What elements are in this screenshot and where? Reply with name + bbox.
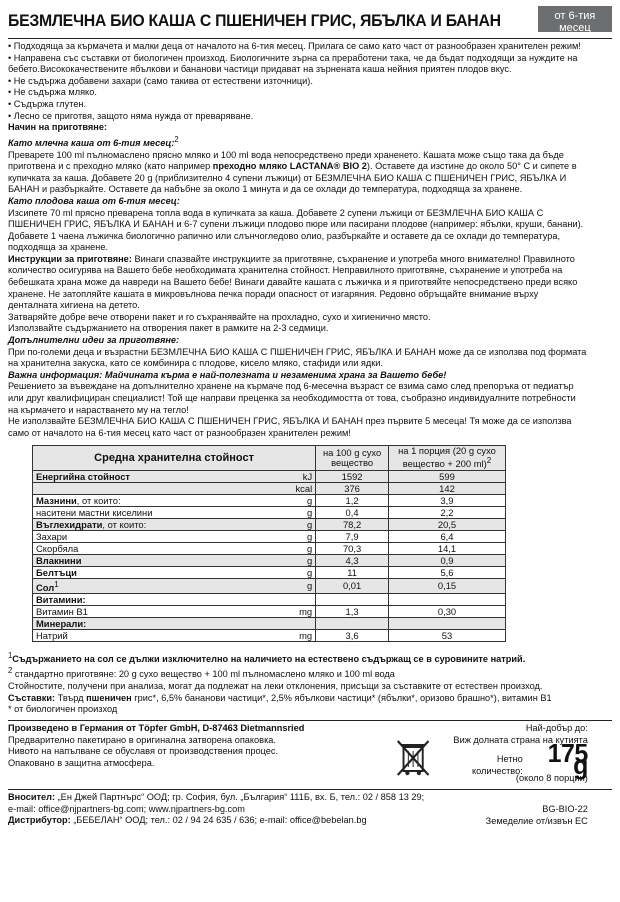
distributor: Дистрибутор: „БЕБЕЛАН“ ООД; тел.: 02 / 94 24 635 / 636; e-mail: office@bebelan.bg <box>8 815 367 827</box>
age-line-1: от 6-тия <box>554 10 596 22</box>
storage-2: Използвайте съдържанието на отворения пакет в рамките на 2-3 седмици. <box>8 323 329 335</box>
nutrient-name: Белтъци <box>33 566 293 578</box>
footer-rule <box>8 720 612 721</box>
producer: Произведено в Германия от Töpfer GmbH, D-87463 Dietmannsried <box>8 722 305 734</box>
note-salt: $^1$Съдържанието на сол се дължи изключително на наличието на естествено съдържащ се в суровините натрий. <box>8 650 526 665</box>
value-portion: 5,6 <box>389 566 506 578</box>
nutrient-unit: mg <box>292 629 315 641</box>
cert-code: BG-BIO-22 <box>542 803 588 815</box>
contacts-right <box>486 792 588 827</box>
important-heading: Важна информация: Майчината кърма е най-полезната и незаменима храна за Вашето бебе! <box>8 369 447 381</box>
importer-web: e-mail: office@njpartners-bg.com; www.njpartners-bg.com <box>8 803 245 815</box>
nutrient-name: Въглехидрати, от които: <box>33 518 293 530</box>
feature-item: • Не съдържа мляко. <box>8 87 97 99</box>
header <box>8 4 612 38</box>
nutrient-unit: kcal <box>292 482 315 494</box>
nutrient-unit: g <box>292 566 315 578</box>
ingredients: Съставки: Твърд пшеничен грис*, 6,5% бананови частици*, 2,5% ябълкови частици* (ябълки*, оризово брашно*), витамин B1 <box>8 692 552 704</box>
milk-heading: Като млечна каша от 6-тия месец:$^2$ <box>8 134 179 149</box>
value-100g: 11 <box>316 566 389 578</box>
fruit-heading: Като плодова каша от 6-тия месец: <box>8 195 180 207</box>
nutrition-row <box>33 482 506 494</box>
value-portion: 3,9 <box>389 494 506 506</box>
value-100g: 7,9 <box>316 530 389 542</box>
feature-item: • Не съдържа добавени захари (само такива от естествени източници). <box>8 75 313 87</box>
weight-block <box>444 723 588 785</box>
pack-3: Опаковано в защитна атмосфера. <box>8 757 155 769</box>
title-rule <box>8 38 612 39</box>
note-values: Стойностите, получени при анализа, могат да подлежат на леки отклонения, присъщи за съставките от естествен произход. <box>8 681 543 693</box>
organic-note: * от биологичен произход <box>8 704 118 716</box>
nutrient-name: Витамини: <box>33 593 293 605</box>
fruit-text: Изсипете 70 ml прясно преварена топла вода в купичката за каша. Добавете 2 супени лъжици от БЕЗМЛЕЧНА БИО КАША С ПШЕНИЧЕН ГРИС, ЯБЪЛКА И БАНАН и 6-7 супени лъжици плодово пюре или пасирани плодове (например: ябълки, круши, банани). Добавете 1 чаена лъжичка биологично рапично или слънчогледово олио, разбъркайте и оставете да се охлади до температура, подходяща за хранене. <box>8 207 584 254</box>
prep-heading: Начин на приготвяне: <box>8 122 108 134</box>
value-100g: 1,3 <box>316 605 389 617</box>
nutrient-unit: g <box>292 506 315 518</box>
age-line-2: месец <box>559 22 591 34</box>
nutrition-body <box>33 470 506 641</box>
value-100g <box>316 593 389 605</box>
pack-2: Нивото на напълване се обуславя от производствения процес. <box>8 746 279 758</box>
value-100g: 3,6 <box>316 629 389 641</box>
description <box>8 41 588 439</box>
nutrition-row <box>33 470 506 482</box>
note-standard: $^2$ стандартно приготвяне: 20 g сухо вещество + 100 ml пълномаслено мляко и 100 ml вода <box>8 666 395 681</box>
nutrient-unit: g <box>292 530 315 542</box>
important-text: Решението за въвеждане на допълнително хранене на кърмаче под 6-месечна възраст се взима само след препоръка от педиатър или друг квалифициран специалист! Той ще направи преценка за необходимостта от това, съобразно индивидуалните потребности на кърмачето и нарастването му на тегло! <box>8 381 576 416</box>
value-100g: 376 <box>316 482 389 494</box>
nutrient-name: Сол1 <box>33 578 293 593</box>
nutrition-row <box>33 530 506 542</box>
value-portion <box>389 617 506 629</box>
nutrition-row <box>33 566 506 578</box>
nutrition-header-portion: на 1 порция (20 g сухо вещество + 200 ml)2 <box>389 446 506 470</box>
feature-item: • Направена със съставки от биологичен произход. Биологичните зърна са преработени така, че да бъдат подходящи за нуждите на бебето.Висококачествените ябълкови и бананови частици придават на зърнената каша нейния приятен плодов вкус. <box>8 52 578 76</box>
ideas-heading: Допълнителни идеи за приготвяне: <box>8 335 180 347</box>
value-portion: 599 <box>389 470 506 482</box>
nutrient-name: Скорбяла <box>33 542 293 554</box>
value-portion: 6,4 <box>389 530 506 542</box>
nutrition-row <box>33 542 506 554</box>
nutrition-table <box>32 445 506 641</box>
value-portion: 142 <box>389 482 506 494</box>
instructions: Инструкции за приготвяне: Винаги спазвайте инструкциите за приготвяне, съхранение и употреба много внимателно! Правилното количество осигурява на Вашето бебе необходимата хранителна стойност. Неправилното приготвяне, съхранение и употреба на бебешката храна може да навреди на Вашето бебе! Винаги давайте кашата с лъжичка и я приготвяйте непосредствено преди всяко хранене. Не затопляйте кашата в микровълнова печка поради опасност от изгаряния. Редовно обръщайте внимание върху денталната хигиена на детето. <box>8 253 578 312</box>
nutrient-name: наситени мастни киселини <box>33 506 293 518</box>
value-100g: 4,3 <box>316 554 389 566</box>
ideas-text: При по-големи деца и възрастни БЕЗМЛЕЧНА БИО КАША С ПШЕНИЧЕН ГРИС, ЯБЪЛКА И БАНАН може да се използва под формата на хранителна закуска, като се комбинира с плодове, кисело мляко, стафиди или ядки. <box>8 346 587 370</box>
nutrient-unit: mg <box>292 605 315 617</box>
footer-info <box>8 723 588 785</box>
value-100g: 78,2 <box>316 518 389 530</box>
nutrient-name: Захари <box>33 530 293 542</box>
nutrient-name: Влакнини <box>33 554 293 566</box>
nutrition-row <box>33 554 506 566</box>
value-100g: 0,4 <box>316 506 389 518</box>
nutrient-name: Витамин B1 <box>33 605 293 617</box>
nutrition-row <box>33 605 506 617</box>
bin-icon <box>393 737 431 785</box>
nutrient-name: Енергийна стойност <box>33 470 293 482</box>
producer-block <box>8 723 387 785</box>
nutrient-unit: g <box>292 578 315 593</box>
nutrition-row <box>33 518 506 530</box>
nutrient-name <box>33 482 293 494</box>
contact-rule <box>8 789 612 790</box>
product-title: БЕЗМЛЕЧНА БИО КАША С ПШЕНИЧЕН ГРИС, ЯБЪЛКА И БАНАН <box>8 11 501 30</box>
nutrition-row <box>33 494 506 506</box>
nutrient-name: Минерали: <box>33 617 293 629</box>
nutrient-name: Натрий <box>33 629 293 641</box>
nutrient-unit: g <box>292 554 315 566</box>
milk-text: Преварете 100 ml пълномаслено прясно мляко и 100 ml вода непосредствено преди храненето. Кашата може също така да бъде приготвена и с преходно мляко (като например преходно мляко LACTANA® BIO 2). Оставете да изстине до около 50° С и сипете в купичката за каша. Добавете 20 g (приблизително 4 супени лъжици) от БЕЗМЛЕЧНА БИО КАША С ПШЕНИЧЕН ГРИС, ЯБЪЛКА И БАНАН и разбъркайте. Оставете да набъбне за около 1 минута и да се охлади до температура, подходяща за хранене. <box>8 149 577 196</box>
nutrition-row <box>33 629 506 641</box>
portions: (около 8 порции) <box>515 773 588 785</box>
value-100g: 1592 <box>316 470 389 482</box>
value-portion: 0,30 <box>389 605 506 617</box>
nutrient-unit: g <box>292 542 315 554</box>
value-100g: 0,01 <box>316 578 389 593</box>
nutrient-unit <box>292 593 315 605</box>
net-weight: 175 g <box>547 738 588 780</box>
see-below: Виж долната страна на кутията <box>453 734 588 746</box>
nutrient-unit <box>292 617 315 629</box>
pack-1: Предварително пакетирано в оригинална затворена опаковка. <box>8 734 276 746</box>
nutrition-row <box>33 506 506 518</box>
feature-list <box>8 41 588 122</box>
value-portion: 20,5 <box>389 518 506 530</box>
value-100g: 70,3 <box>316 542 389 554</box>
value-portion: 0,9 <box>389 554 506 566</box>
origin: Земеделие от/извън ЕС <box>485 815 588 827</box>
best-before: Най-добър до: <box>525 722 588 734</box>
nutrition-header-main: Средна хранителна стойност <box>33 446 316 470</box>
nutrition-row <box>33 617 506 629</box>
value-portion: 14,1 <box>389 542 506 554</box>
nutrient-unit: g <box>292 518 315 530</box>
nutrient-unit: g <box>292 494 315 506</box>
value-portion: 0,15 <box>389 578 506 593</box>
feature-item: • Съдържа глутен. <box>8 98 87 110</box>
nutrition-header-100g: на 100 g сухо вещество <box>316 446 389 470</box>
feature-item: • Подходяща за кърмачета и малки деца от началото на 6-тия месец. Прилага се само като част от разнообразен хранителен режим! <box>8 41 581 52</box>
nutrient-unit: kJ <box>292 470 315 482</box>
contacts-left <box>8 792 424 827</box>
value-100g <box>316 617 389 629</box>
value-portion: 53 <box>389 629 506 641</box>
value-portion: 2,2 <box>389 506 506 518</box>
label-page <box>0 4 620 902</box>
value-100g: 1,2 <box>316 494 389 506</box>
age-badge <box>538 6 612 32</box>
notes <box>8 650 588 716</box>
importer: Вносител: „Ен Джей Партнърс“ ООД; гр. София, бул. „България“ 111Б, вх. Б, тел.: 02 / 858 13 29; <box>8 791 425 803</box>
nutrition-row <box>33 578 506 593</box>
warning-text: Не използвайте БЕЗМЛЕЧНА БИО КАША С ПШЕНИЧЕН ГРИС, ЯБЪЛКА И БАНАН през първите 5 месеца! Тя може да се използва само от началото на 6-тия месец като част от разнообразен хранителен режим! <box>8 416 572 439</box>
contacts <box>8 792 588 827</box>
net-label: Нетно количество: <box>471 754 523 777</box>
storage-1: Затваряйте добре вече отворени пакет и го съхранявайте на прохладно, сухо и хигиенично място. <box>8 311 431 323</box>
nutrition-row <box>33 593 506 605</box>
feature-item: • Лесно се приготвя, защото няма нужда от преваряване. <box>8 110 254 122</box>
value-portion <box>389 593 506 605</box>
nutrient-name: Мазнини, от които: <box>33 494 293 506</box>
